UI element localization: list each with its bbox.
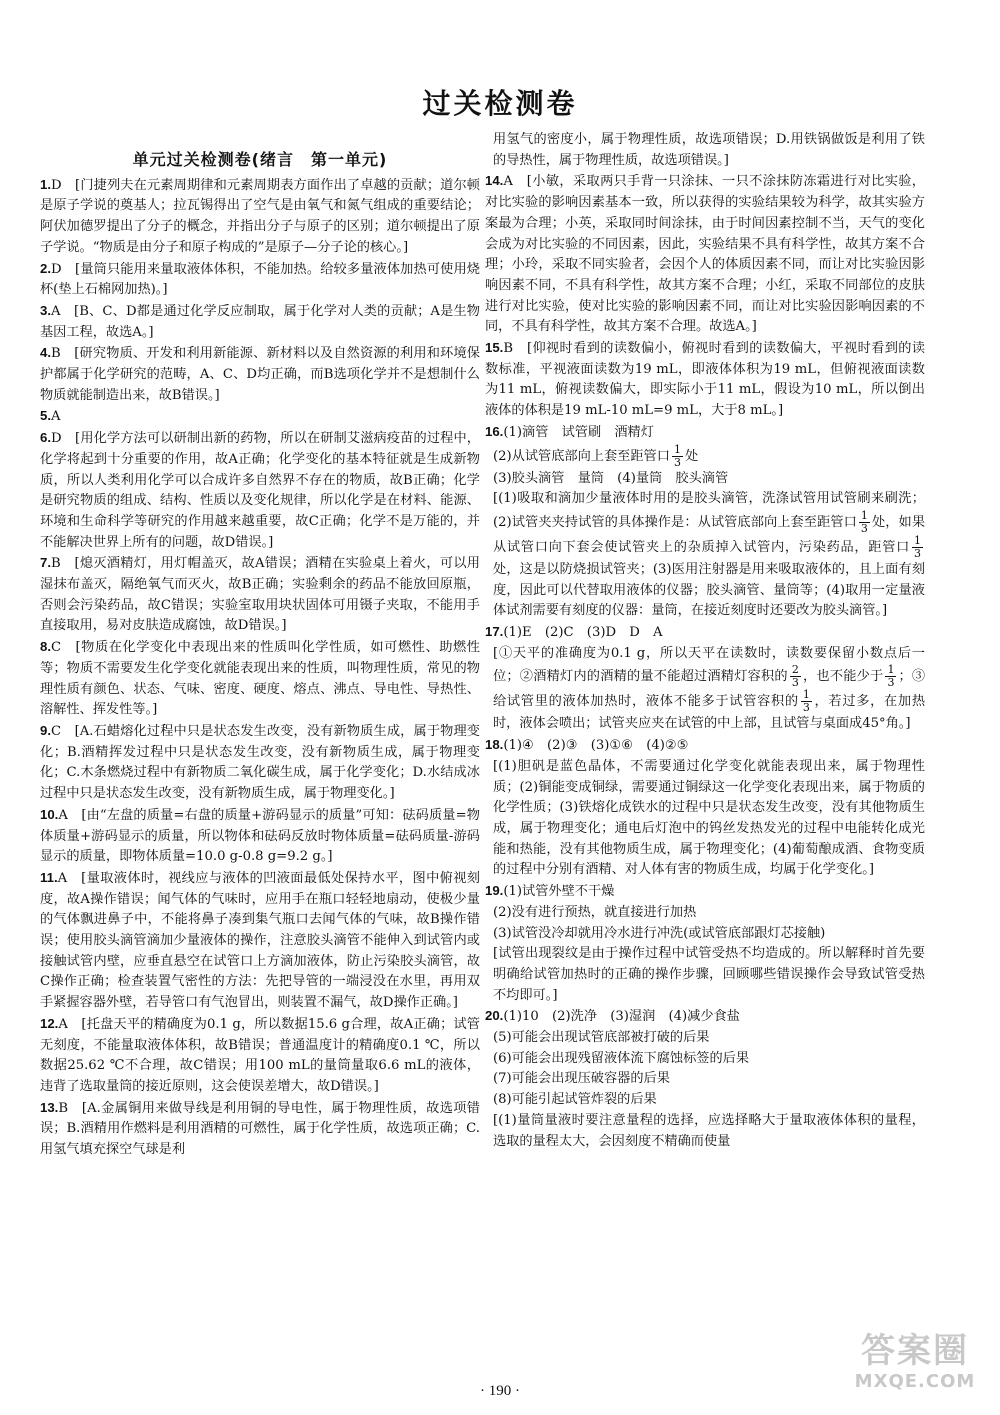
answer-line: 处 — [684, 448, 699, 464]
fraction: $\frac{1}{3}$ — [860, 508, 868, 535]
fraction: $\frac{1}{3}$ — [914, 533, 921, 560]
answer-text: D [用化学方法可以研制出新的药物，所以在研制艾滋病疫苗的过程中，化学将起到十分重要的作用，故A正确；化学变化的基本特征就是生成新物质，所以人类利用化学可以合成许多自然界不存在的物质，故B正确；化学是研究物质的组成、结构、性质以及变化规律，所以化学是在材料、能源、环境和生命科学等研究的作用越来越重要，故C正确；化学不是万能的，并不能解决世界上所有的问题，故D错误。] — [40, 431, 480, 550]
answer-number: 1. — [40, 176, 51, 192]
explanation-text: 处，这是以防烧损试管夹；(3)医用注射器是用来吸取液体的，且上面有刻度，因此可以代替取用液体的仪器；胶头滴管、量筒等；(4)取用一定量液体试剂需要有刻度的仪器：量筒，在接近刻度时还要改为胶头滴管。] — [493, 561, 925, 619]
answer-line: (6)可能会出现残留液体流下腐蚀标签的后果 — [493, 1050, 750, 1066]
answer-line: (3)胶头滴管 量筒 (4)量筒 胶头滴管 — [493, 470, 729, 486]
answer-line: (1)E (2)C (3)D D A — [503, 625, 663, 641]
explanation-text: [(1)吸取和滴加少量液体时用的是胶头滴管，洗涤试管用试管刷来刷洗；(2)试管夹夹持试管的具体操作是：从试管底部向上套至距管口 — [493, 491, 925, 530]
answer-text: C [A.石蜡熔化过程中只是状态发生改变，没有新物质生成，属于物理变化；B.酒精挥发过程中只是状态发生改变，没有新物质生成，属于物理变化；C.木条燃烧过程中有新物质二氧化碳生成，属于化学变化；D.水结成冰过程中只是状态发生改变，没有新物质生成，属于物理变化。] — [40, 723, 480, 802]
answer-number: 19. — [485, 883, 504, 899]
watermark-url: MXQE.COM — [854, 1371, 976, 1392]
fraction: $\frac{1}{3}$ — [673, 442, 681, 469]
answer-text: D [量筒只能用来量取液体体积，不能加热。给较多量液体加热可使用烧杯(垫上石棉网加热)。] — [40, 261, 480, 298]
answer-number: 10. — [40, 806, 59, 822]
answer-text: A [量取液体时，视线应与液体的凹液面最低处保持水平，图中俯视刻度，故A操作错误；闻气体的气味时，应用手在瓶口轻轻地扇动，使极少量的气体飘进鼻子中，不能将鼻子凑到集气瓶口去闻气体的气味，故B操作错误；使用胶头滴管滴加少量液体的操作，注意胶头滴管不能伸入到试管内或接触试管内壁，应垂直悬空在试管口上方滴加液体，防止污染胶头滴管，故C操作正确；检查装置气密性的方法：先把导管的一端浸没在水里，再用双手紧握容器外壁，若导管口有气泡冒出，则装置不漏气，故D操作正确。] — [40, 870, 480, 1011]
section-title: 单元过关检测卷(绪言 第一单元) — [132, 150, 388, 169]
answer-text: B [研究物质、开发和利用新能源、新材料以及自然资源的利用和环境保护都属于化学研究的范畴，A、C、D均正确，而B选项化学并不是想制什么物质就能制造出来，故B错误。] — [40, 346, 480, 403]
answer-text: A [由“左盘的质量=右盘的质量+游码显示的质量”可知：砝码质量=物体质量+游码显示的质量，所以物体和砝码反放时物体质量=砝码质量-游码显示的质量，即物体质量=10.0 g-0.8 g=9.2 g。] — [40, 807, 480, 865]
answer-text: D [门捷列夫在元素周期律和元素周期表方面作出了卓越的贡献；道尔顿是原子学说的奠基人；拉瓦锡得出了空气是由氧气和氮气组成的重要结论；阿伏加德罗提出了分子的概念，并指出分子与原子的区别；道尔顿提出了原子学说。“物质是由分子和原子构成的”是原子—分子论的核心。] — [40, 177, 480, 255]
explanation-text: [(1)胆矾是蓝色晶体，不需要通过化学变化就能表现出来，属于物理性质；(2)铜能变成铜绿，需要通过铜绿这一化学变化表现出来，属于物质的化学性质；(3)铁熔化成铁水的过程中只是状态发生改变，没有其他物质生成，属于物理变化；通电后灯泡中的钨丝发热发光的过程中电能转化成光能和热能，没有其他物质生成，属于物理变化；(4)葡萄酿成酒、食物变质的过程中分别有酒精、对人体有害的物质生成，均属于化学变化。] — [493, 758, 925, 878]
answer-line: (1)试管外壁不干燥 — [503, 884, 615, 900]
answer-item — [485, 338, 925, 422]
answer-number: 16. — [485, 423, 504, 439]
answer-line: (2)从试管底部向上套至距管口 — [493, 448, 670, 464]
answer-number: 6. — [40, 430, 51, 446]
answer-item — [40, 1014, 480, 1098]
answer-line: (1)④ (2)③ (3)①⑥ (4)②⑤ — [503, 738, 689, 754]
answer-line: (1)滴管 试管刷 酒精灯 — [503, 424, 654, 440]
answer-list-left — [40, 175, 480, 1161]
answer-number: 7. — [40, 555, 51, 571]
answer-line: (5)可能会出现试管底部被打破的后果 — [493, 1030, 710, 1046]
answer-item — [485, 171, 925, 338]
answer-item — [40, 868, 480, 1014]
answer-text: 用氢气的密度小，属于物理性质，故选项错误；D.用铁锅做饭是利用了铁的导热性，属于物理性质，故选项错误。] — [493, 132, 925, 168]
answer-text: A — [51, 409, 61, 425]
page-title: 过关检测卷 — [422, 87, 578, 120]
answer-item — [40, 721, 480, 805]
answer-text: A [B、C、D都是通过化学反应制取，属于化学对人类的贡献；A是生物基因工程，故选A。] — [40, 303, 480, 340]
answer-number: 20. — [485, 1008, 504, 1024]
right-column — [485, 130, 925, 1152]
answer-number: 9. — [40, 722, 51, 738]
fraction: $\frac{2}{3}$ — [791, 663, 799, 690]
answer-text: B [仰视时看到的读数偏小，俯视时看到的读数偏大，平视时看到的读数标准，平视液面读数为19 mL，即液体体积为19 mL，但俯视液面读数为11 mL，俯视读数偏大，即实际小于11 mL，假设为10 mL，所以倒出液体的体积是19 mL-10 mL=9 mL，大于8 mL。] — [485, 341, 925, 419]
answer-item — [40, 175, 480, 259]
answer-number: 18. — [485, 737, 504, 753]
answer-number: 11. — [40, 869, 58, 885]
answer-number: 4. — [40, 345, 51, 361]
answer-line: (7)可能会出现压破容器的后果 — [493, 1071, 670, 1087]
answer-text: B [A.金属铜用来做导线是利用铜的导电性，属于物理性质，故选项错误；B.酒精用作燃料是利用酒精的可燃性，属于化学性质，故选项正确；C.用氢气填充探空气球是利 — [40, 1100, 480, 1158]
answer-item — [40, 406, 480, 428]
answer-item — [40, 301, 480, 343]
answer-line: (8)可能引起试管炸裂的后果 — [493, 1092, 657, 1108]
answer-text: A [托盘天平的精确度为0.1 g，所以数据15.6 g合理，故A正确；试管无刻度，不能量取液体体积，故B错误；普通温度计的精确度0.1 ℃，所以数据25.62 ℃不合理，故C错误；用100 mL的量筒量取6.6 mL的液体，违背了选取量筒的接近原则，这会使误差增大，故D错误。] — [40, 1016, 480, 1094]
answer-text: A [小敏，采取两只手背一只涂抹、一只不涂抹防冻霜进行对比实验，对比实验的影响因素基本一致，所以获得的实验结果较为科学，故其实验方案最为合理；小英，采取同时间涂抹，由于时间因素控制不当，天气的变化会成为对比实验的不同因素，因此，实验结果不具有科学性，故其方案不合理；小玲，采取不同实验者，会因个人的体质因素不同，而让对比实验因影响因素不同，不具有科学性，故其方案不合理；小红，采取不同部位的皮肤进行对比实验，使对比实验的影响因素不同，而让对比实验因影响因素的不同，不具有科学性，故其方案不合理。故选A。] — [485, 174, 925, 335]
fraction: $\frac{1}{3}$ — [802, 688, 810, 715]
left-column — [40, 150, 480, 1161]
answer-item — [485, 622, 925, 735]
explanation-text: ；③给试管里的液体加热时，液体不能多于试管容积的 — [493, 669, 926, 710]
explanation-text: [试管出现裂纹是由于操作过程中试管受热不均造成的。所以解释时首先要明确给试管加热时的正确的操作步骤，回顾哪些错误操作会导致试管受热不均即可。] — [493, 946, 925, 1003]
answer-item — [40, 637, 480, 721]
answer-item — [485, 422, 925, 622]
answer-item — [485, 735, 925, 881]
page-number: · 190 · — [480, 1383, 520, 1399]
answer-item — [40, 259, 480, 301]
answer-number: 17. — [485, 624, 504, 640]
answer-number: 2. — [40, 260, 51, 276]
explanation-text: ，也不能少于 — [802, 669, 884, 685]
answer-number: 5. — [40, 408, 51, 424]
answer-number: 14. — [485, 173, 504, 189]
answer-number: 3. — [40, 302, 51, 318]
explanation-text: [①天平的准确度为0.1 g，所以天平在读数时，读数要保留小数点后一位；②酒精灯内的酒精的量不能超过酒精灯容积的 — [493, 645, 925, 685]
explanation-text: 处，如果从试管口向下套会使试管夹上的杂质掉入试管内，污染药品，距管口 — [493, 514, 926, 555]
answer-number: 13. — [40, 1099, 59, 1115]
explanation-text: [(1)量筒量液时要注意量程的选择，应选择略大于量取液体体积的量程，选取的量程太大，会因刻度不精确而使量 — [493, 1112, 925, 1149]
answer-item — [40, 428, 480, 553]
fraction: $\frac{1}{3}$ — [887, 663, 895, 690]
answer-item — [485, 1006, 925, 1152]
answer-number: 8. — [40, 639, 51, 655]
explanation-text: ，若过多，在加热时，液体会喷出；试管夹应夹在试管的中上部，且试管与桌面成45°角。] — [493, 694, 926, 732]
answer-item — [485, 881, 925, 1006]
answer-text: C [物质在化学变化中表现出来的性质叫化学性质，如可燃性、助燃性等；物质不需要发生化学变化就能表现出来的性质，叫物理性质，常见的物理性质有颜色、状态、气味、密度、硬度、熔点、沸点、导电性、导热性、溶解性、挥发性等。] — [40, 640, 480, 718]
answer-line: (1)10 (2)洗净 (3)湿润 (4)减少食盐 — [503, 1009, 740, 1025]
answer-number: 15. — [485, 340, 504, 356]
continued-answer-13 — [485, 130, 925, 171]
answer-item — [40, 343, 480, 406]
answer-item — [40, 553, 480, 637]
watermark-logo — [840, 1331, 990, 1401]
answer-line: (2)没有进行预热，就直接进行加热 — [493, 904, 697, 920]
answer-item — [40, 1098, 480, 1161]
answer-number: 12. — [40, 1015, 59, 1031]
watermark-text: 答案圈 — [861, 1331, 969, 1371]
answer-item — [40, 805, 480, 868]
answer-line: (3)试管没冷却就用冷水进行冲洗(或试管底部跟灯芯接触) — [493, 925, 826, 941]
answer-text: B [熄灭酒精灯，用灯帽盖灭，故A错误；酒精在实验桌上着火，可以用湿抹布盖灭，隔绝氧气而灭火，故B正确；实验剩余的药品不能放回原瓶，否则会污染药品，故C错误；实验室取用块状固体可用镊子夹取，不能用手直接取用，易对皮肤造成腐蚀，故D错误。] — [40, 556, 480, 634]
